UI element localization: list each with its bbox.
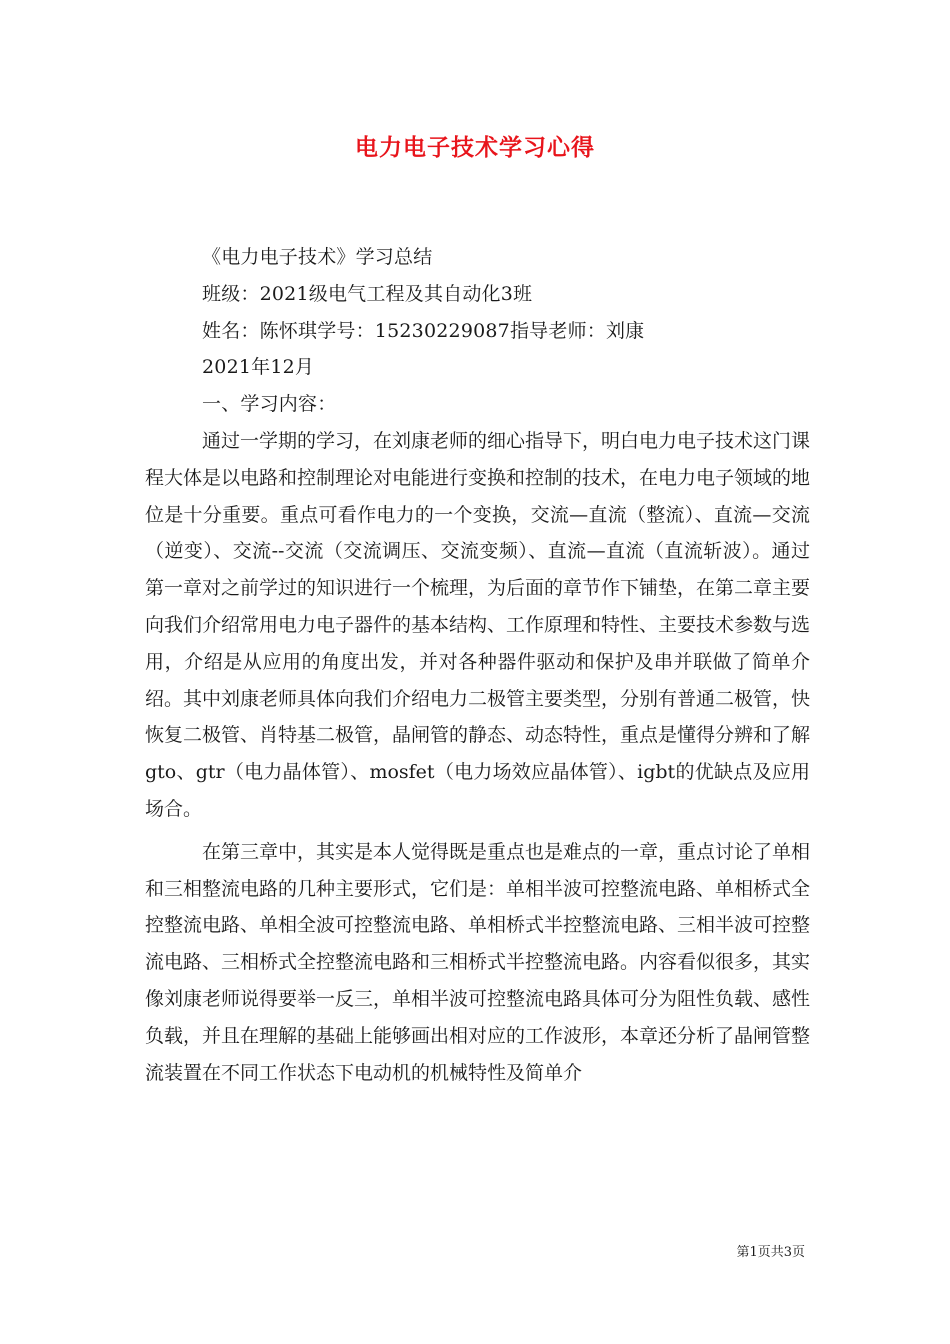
body-paragraph: 在第三章中，其实是本人觉得既是重点也是难点的一章，重点讨论了单相和三相整流电路的几种主要形式，它们是：单相半波可控整流电路、单相桥式全控整流电路、单相全波可控整流电路、单相桥式半控整流电路、三相半波可控整流电路、三相桥式全控整流电路和三相桥式半控整流电路。内容看似很多，其实像刘康老师说得要举一反三，单相半波可控整流电路具体可分为阻性负载、感性负载，并且在理解的基础上能够画出相对应的工作波形，本章还分析了晶闸管整流装置在不同工作状态下电动机的机械特性及简单介 [145,840,811,1084]
class-line: 班级：2021级电气工程及其自动化3班 [202,282,533,305]
course-summary-line: 《电力电子技术》学习总结 [202,246,433,268]
student-info-line: 姓名：陈怀琪学号：15230229087指导老师：刘康 [202,319,645,342]
document-title: 电力电子技术学习心得 [355,134,595,161]
body-paragraph: 通过一学期的学习，在刘康老师的细心指导下，明白电力电子技术这门课程大体是以电路和控制理论对电能进行变换和控制的技术，在电力电子领域的地位是十分重要。重点可看作电力的一个变换，交流—直流（整流）、直流—交流（逆变）、交流--交流（交流调压、交流变频）、直流—直流（直流斩波）。通过第一章对之前学过的知识进行一个梳理，为后面的章节作下铺垫，在第二章主要向我们介绍常用电力电子器件的基本结构、工作原理和特性、主要技术参数与选用，介绍是从应用的角度出发，并对各种器件驱动和保护及串并联做了简单介绍。其中刘康老师具体向我们介绍电力二极管主要类型，分别有普通二极管，快恢复二极管、肖特基二极管，晶闸管的静态、动态特性，重点是懂得分辨和了解gto、gtr（电力晶体管）、mosfet（电力场效应晶体管）、igbt的优缺点及应用场合。 [145,429,811,820]
page-footer: 第1页共3页 [736,1245,805,1260]
date-line: 2021年12月 [202,356,315,379]
document-body [145,239,810,1091]
section-heading: 一、学习内容： [202,393,337,416]
